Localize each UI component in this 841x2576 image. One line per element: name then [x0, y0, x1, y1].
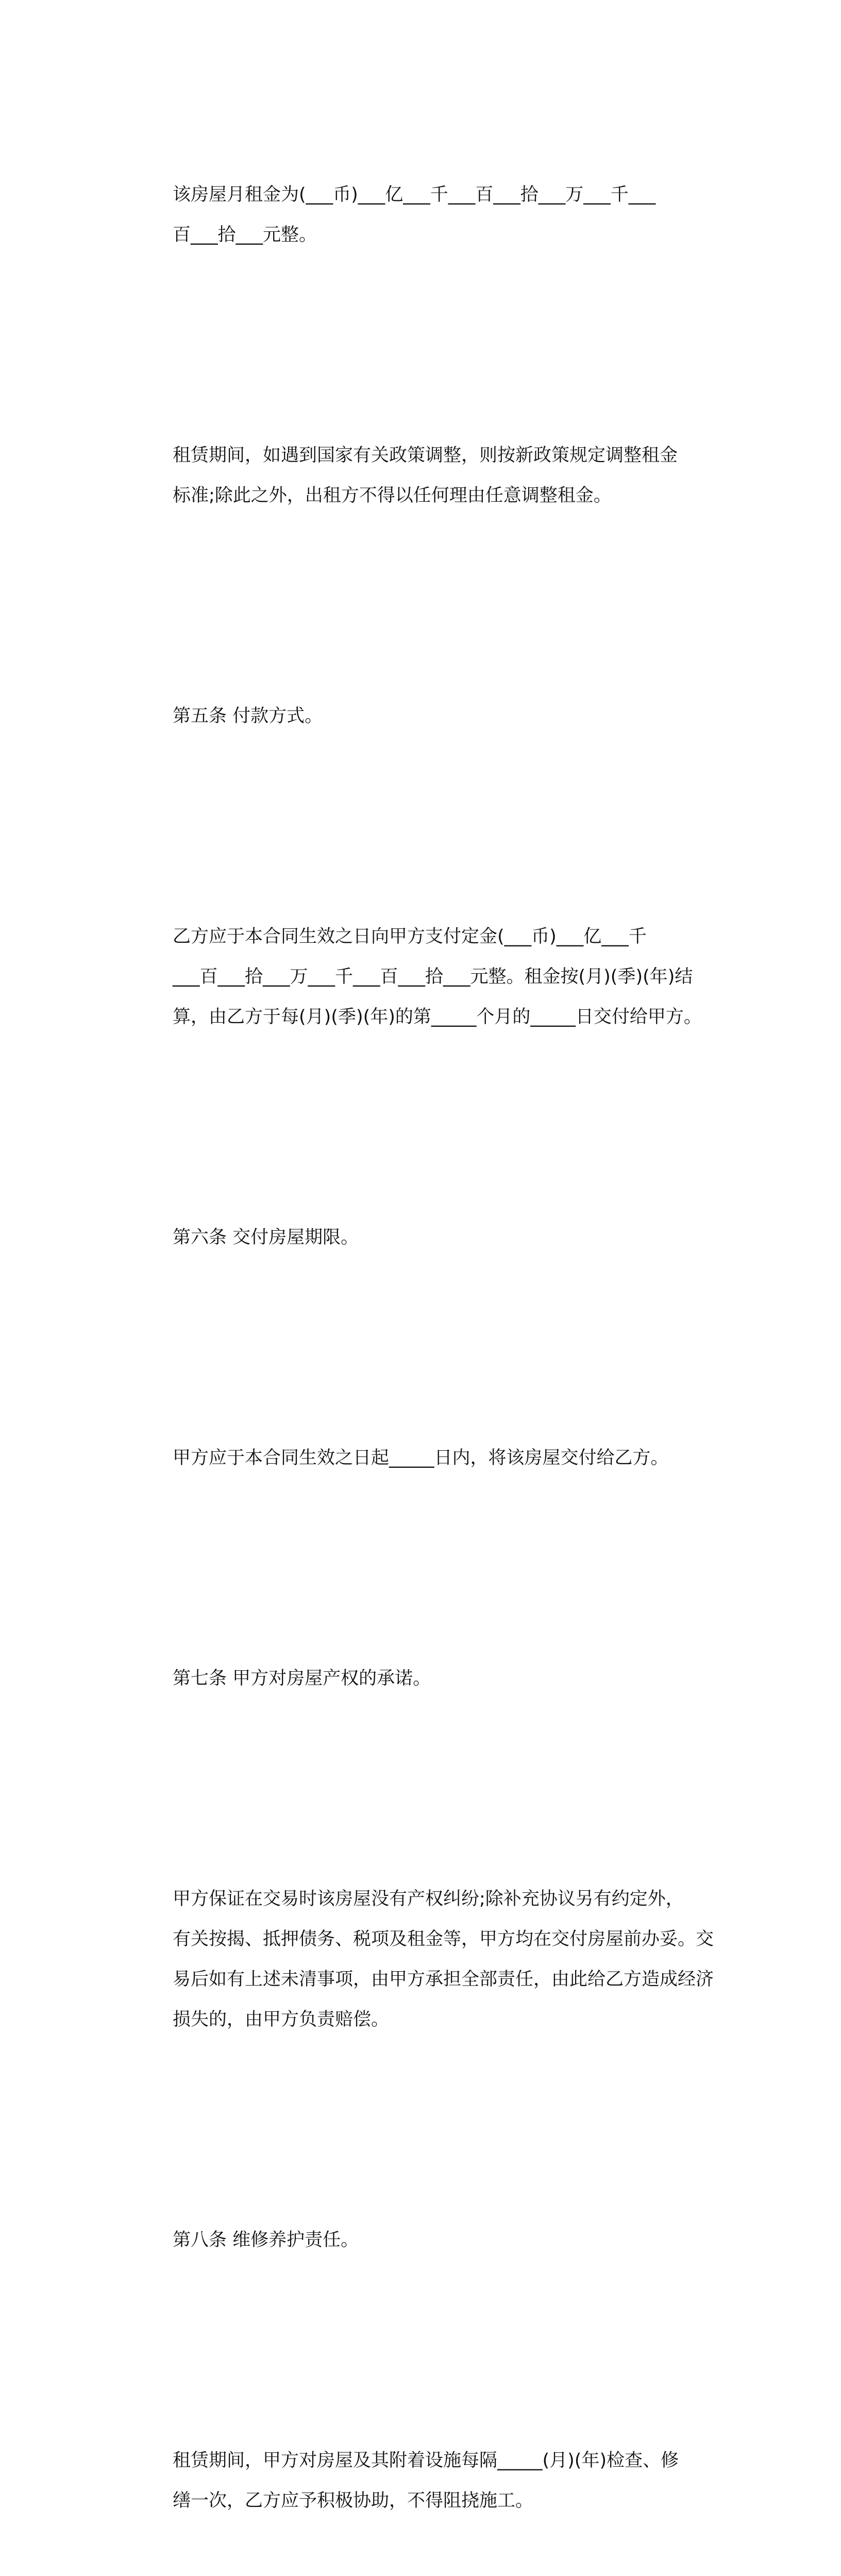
text-line: 算，由乙方于每(月)(季)(年)的第_____个月的_____日交付给甲方。 — [173, 1007, 702, 1027]
text-line: 第七条 甲方对房屋产权的承诺。 — [173, 1668, 431, 1689]
article-8-heading — [124, 2140, 721, 2341]
text-line: 第六条 交付房屋期限。 — [173, 1227, 359, 1248]
document-body — [124, 94, 721, 2576]
text-line: 百___拾___元整。 — [173, 225, 317, 245]
text-line: 第八条 维修养护责任。 — [173, 2230, 359, 2250]
article-5-heading — [124, 616, 721, 817]
article-7-heading — [124, 1578, 721, 1779]
text-line: 有关按揭、抵押债务、税项及租金等，甲方均在交付房屋前办妥。交 — [173, 1929, 714, 1950]
article-6-heading — [124, 1137, 721, 1338]
paragraph-monthly-rent — [124, 94, 721, 335]
paragraph-payment-method — [124, 836, 721, 1117]
text-line: 缮一次，乙方应予积极协助，不得阻挠施工。 — [173, 2490, 534, 2511]
paragraph-property-rights-promise — [124, 1799, 721, 2120]
text-line: 标准;除此之外，出租方不得以任何理由任意调整租金。 — [173, 485, 612, 506]
text-line: 乙方应于本合同生效之日向甲方支付定金(___币)___亿___千 — [173, 926, 647, 947]
paragraph-rent-adjustment — [124, 355, 721, 596]
text-line: 易后如有上述未清事项，由甲方承担全部责任，由此给乙方造成经济 — [173, 1969, 714, 1990]
text-line: 甲方应于本合同生效之日起_____日内，将该房屋交付给乙方。 — [173, 1448, 669, 1468]
text-line: 该房屋月租金为(___币)___亿___千___百___拾___万___千___ — [173, 184, 656, 205]
text-line: 租赁期间，如遇到国家有关政策调整，则按新政策规定调整租金 — [173, 445, 678, 466]
text-line: 租赁期间，甲方对房屋及其附着设施每隔_____(月)(年)检查、修 — [173, 2450, 679, 2471]
text-line: 甲方保证在交易时该房屋没有产权纠纷;除补充协议另有约定外， — [173, 1889, 684, 1909]
text-line: 损失的，由甲方负责赔偿。 — [173, 2009, 390, 2030]
paragraph-delivery-term — [124, 1358, 721, 1558]
text-line: 第五条 付款方式。 — [173, 706, 323, 726]
paragraph-maintenance — [124, 2360, 721, 2576]
text-line: ___百___拾___万___千___百___拾___元整。租金按(月)(季)(年)结 — [173, 967, 693, 987]
